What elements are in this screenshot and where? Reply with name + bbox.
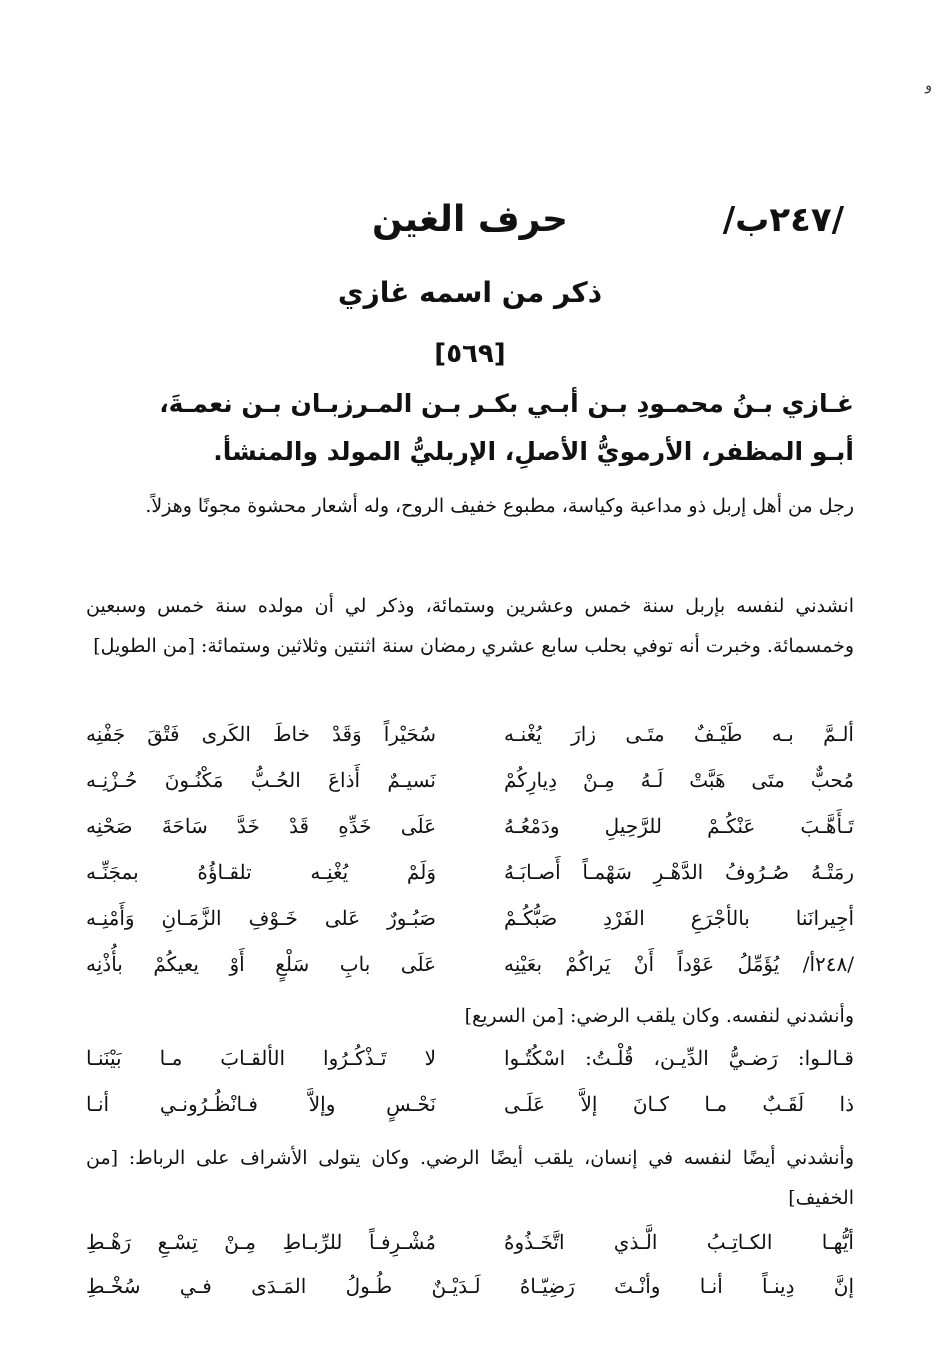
verse-first-hemistich: مُحبٌّ متَى هَبَّتْ لَـهُ مِـنْ دِيارِكُمْ	[504, 768, 854, 792]
folio-number: /٢٤٧ب/	[722, 200, 844, 240]
verse-second-hemistich: وَلَمْ يُغْنِـه تلقـاؤُهُ بمجَنِّـه	[86, 860, 436, 884]
verse	[86, 1264, 854, 1308]
paragraph-intro-khafif: وأنشدني أيضًا لنفسه في إنسان، يلقب أيضًا الرضي. وكان يتولى الأشراف على الرباط: [من الخفيف]	[86, 1147, 854, 1209]
paragraph-intro-sari: وأنشدني لنفسه. وكان يلقب الرضي: [من السريع]	[464, 1005, 854, 1027]
poem-tawil	[86, 712, 854, 988]
verse-first-hemistich: رمَتْـهُ صُـرُوفُ الدَّهْـرِ سَهْمـاً أَصـابَـهُ	[504, 860, 854, 884]
verse	[86, 1082, 854, 1128]
poem-khafif	[86, 1220, 854, 1308]
chapter-title: حرف الغين	[372, 199, 568, 240]
verse-first-hemistich: أجِيرانَنا بالأجْرَعِ الفَرْدِ صَبُّكُـمْ	[504, 906, 854, 930]
verse-first-hemistich: ألـمَّ بـه طَيْـفٌ متَـى زارَ يُغْنـه	[504, 722, 854, 746]
verse	[86, 758, 854, 804]
verse	[86, 1036, 854, 1082]
section-title: ذكر من اسمه غازي	[337, 276, 603, 309]
entry-name-line: غـازي بـنُ محمـودِ بـن أبـي بكـر بـن المـرزبـان بـن نعمـةَ،	[159, 389, 854, 418]
verse-second-hemistich: لا تَـذْكُـرُوا الألقـابَ مـا بَيْنَنـا	[86, 1046, 436, 1070]
verse-second-hemistich: نَسيـمٌ أَذاعَ الحُـبُّ مَكْنُـونَ حُـزْنِـه	[86, 768, 436, 792]
verse-first-hemistich: تَـأَهَّـبَ عَنْكُـمْ للرَّحِيلِ ودَمْعُـهُ	[504, 814, 854, 838]
corner-mark: و	[925, 78, 932, 94]
verse-second-hemistich: مُشْـرِفـاً للرِّبـاطِ مِـنْ تِسْـعِ رَهْـطِ	[86, 1230, 436, 1254]
verse	[86, 896, 854, 942]
verse	[86, 804, 854, 850]
verse-second-hemistich: سُحَيْراً وَقَدْ خاطَ الكَرى فَتْقَ جَفْنِه	[86, 722, 436, 746]
verse-first-hemistich: /٢٤٨أ/ يُؤَمِّلُ عَوْداً أَنْ يَراكُمْ بعَيْنِه	[504, 952, 854, 976]
verse	[86, 850, 854, 896]
verse-first-hemistich: قـالـوا: رَضـيُّ الدِّيـن، قُلْـتُ: اسْكُتُـوا	[504, 1046, 854, 1070]
entry-name	[86, 380, 854, 476]
verse	[86, 1220, 854, 1264]
verse-first-hemistich: ذا لَقَـبٌ مـا كـانَ إلاَّ عَلَـى	[504, 1092, 854, 1116]
paragraph-biography: انشدني لنفسه بإربل سنة خمس وعشرين وستمائة، وذكر لي أن مولده سنة خمس وسبعين وخمسمائة. وخبرت أنه توفي بحلب سابع عشري رمضان سنة اثنتين وثلاثين وستمائة: [من الطويل]	[86, 595, 854, 657]
verse	[86, 712, 854, 758]
verse-second-hemistich: عَلَى خَدِّهِ قَدْ خَدَّ سَاحَةَ صَحْنِه	[86, 814, 436, 838]
verse-second-hemistich: صَبُـورٌ عَلى خَـوْفِ الزَّمَـانِ وَأَمْنِـه	[86, 906, 436, 930]
entry-name-line: أبـو المظفر، الأرمويُّ الأصلِ، الإربليُّ المولد والمنشأ.	[213, 437, 854, 466]
verse-second-hemistich: عَلَى بابِ سَلْعٍ أَوْ يعيكُمْ بأُذْنِه	[86, 952, 436, 976]
entry-number: [٥٦٩]	[434, 339, 506, 369]
verse-full-line: إنَّ دِينـاً أنـا وأنْـتَ رَضِيّـاهُ لَـدَيْـنٌ طُـولُ المَـدَى فـي سُخْـطِ	[86, 1274, 854, 1298]
paragraph-description: رجل من أهل إربل ذو مداعبة وكياسة، مطبوع خفيف الروح، وله أشعار محشوة مجونًا وهزلاً.	[145, 495, 854, 517]
page-header	[0, 196, 940, 250]
poem-sari	[86, 1036, 854, 1128]
verse	[86, 942, 854, 988]
verse-second-hemistich: نَحْـسٍ وإلاَّ فـانْظُـرُونـي أنـا	[86, 1092, 436, 1116]
verse-first-hemistich: أيُّهـا الكـاتِـبُ الَّـذي اتَّخَـذُوهُ	[504, 1230, 854, 1254]
